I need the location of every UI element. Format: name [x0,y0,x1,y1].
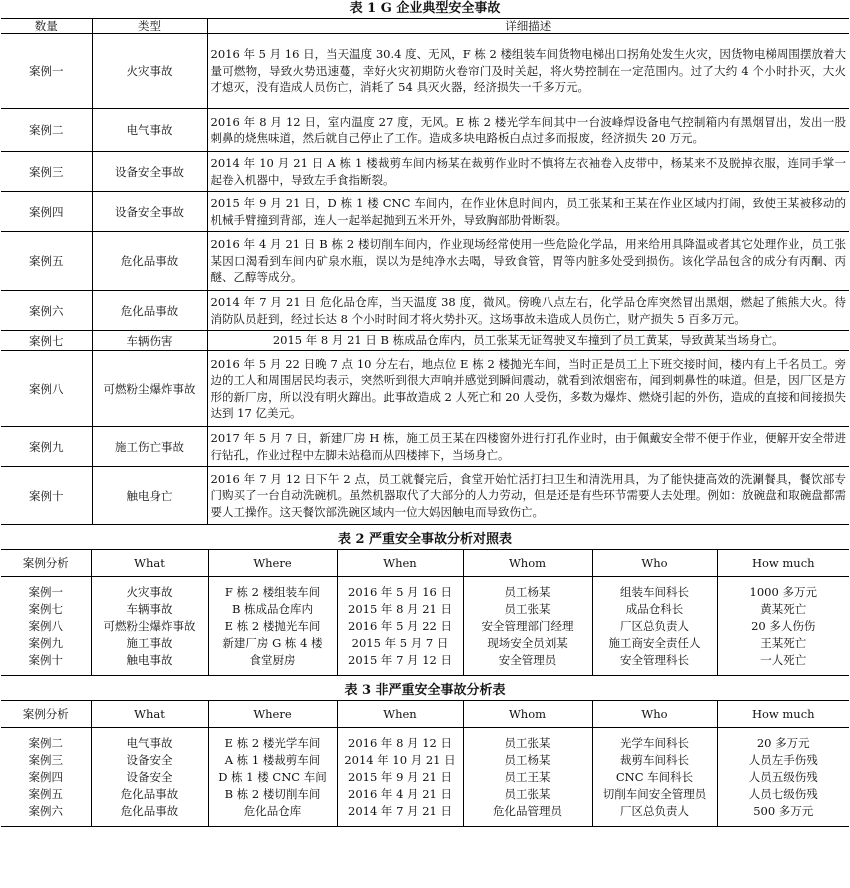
table-cell: A 栋 1 楼裁剪车间 [208,752,337,769]
column-header: 案例分析 [1,550,91,577]
table-cell: 1000 多万元 [749,585,817,599]
table-cell: B 栋成品仓库内 [208,601,337,618]
table-cell: 案例五 [1,786,91,803]
column-header: How much [717,550,849,577]
table-cell: 电气事故 [91,728,208,753]
table-cell: 安全管理部门经理 [463,618,592,635]
table-cell: 案例一 [1,577,91,602]
case-cell: 案例七 [1,331,92,351]
table-row [1,109,849,152]
table-cell: 成品仓科长 [592,601,717,618]
table-cell: 切削车间安全管理员 [592,786,717,803]
table2-header-row [1,550,849,577]
table-cell: 组装车间科长 [592,577,717,602]
type-cell: 危化品事故 [92,232,207,291]
table-cell: 设备安全 [91,769,208,786]
table-row [1,728,849,753]
table-cell: 案例六 [1,803,91,827]
case-cell: 案例九 [1,427,92,467]
column-header: Whom [463,550,592,577]
table-cell: 2015 年 9 月 21 日 [337,769,463,786]
table-cell: 2014 年 10 月 21 日 [337,752,463,769]
table-cell: 施工商安全责任人 [592,635,717,652]
column-header: 案例分析 [1,701,91,728]
description-cell: 2014 年 10 月 21 日 A 栋 1 楼裁剪车间内杨某在裁剪作业时不慎将左衣袖卷入皮带中，杨某来不及脱掉衣服，连同手掌一起卷入机器中，导致左手食指断裂。 [207,152,849,192]
table-row [1,467,849,525]
column-header: How much [717,701,849,728]
table-row [1,601,849,618]
case-cell: 案例十 [1,467,92,525]
column-header: Whom [463,701,592,728]
column-header: What [91,550,208,577]
table-cell: 20 多人伤伤 [751,619,816,633]
table-cell: 光学车间科长 [592,728,717,753]
table-row [1,786,849,803]
case-cell: 案例四 [1,192,92,232]
table-cell: 2015 年 7 月 12 日 [337,652,463,676]
table-row [1,192,849,232]
table-cell: 安全管理员 [463,652,592,676]
description-cell: 2014 年 7 月 21 日 危化品仓库，当天温度 38 度，微风。傍晚八点左右，化学品仓库突然冒出黑烟，燃起了熊熊大火。待消防队员赶到，经过长达 8 个小时时间才将火势扑灭。这场事故未造成人员伤亡，财产损失 5 百多万元。 [207,291,849,331]
table-cell: 一人死亡 [760,653,807,667]
table2 [1,549,849,676]
table-cell: 厂区总负责人 [592,618,717,635]
description-cell: 2017 年 5 月 7 日，新建厂房 H 栋，施工员王某在四楼窗外进行打孔作业时，由于佩戴安全带不便于作业，便解开安全带进行钻孔，作业过程中左脚未站稳而从四楼摔下，当场身亡。 [207,427,849,467]
table1-header-row [1,19,849,34]
column-header: Where [208,701,337,728]
table-cell: 可燃粉尘爆炸事故 [91,618,208,635]
table-cell: 人员七级伤残 [748,787,818,801]
table-cell: 2016 年 5 月 22 日 [337,618,463,635]
description-cell: 2016 年 5 月 22 日晚 7 点 10 分左右，地点位 E 栋 2 楼抛光车间，当时正是员工上下班交接时间，楼内有上千名员工。旁边的工人和周围居民均表示，突然听到很大声响并感觉到瞬间震动，就看到浓烟密布，闻到刺鼻性的味道。但是，因厂区是方形的新厂房，所以没有明火蹿出。此事故造成 2 人死亡和 20 人受伤，多数为爆炸、燃烧引起的外伤，造成的直接和间接损失达到 17 亿美元。 [207,351,849,427]
table-cell: 2015 年 8 月 21 日 [337,601,463,618]
table-cell: 案例三 [1,752,91,769]
type-cell: 设备安全事故 [92,152,207,192]
table-cell: 安全管理科长 [592,652,717,676]
table-cell: 危化品仓库 [208,803,337,827]
description-cell: 2015 年 8 月 21 日 B 栋成品仓库内，员工张某无证驾驶叉车撞到了员工黄某，导致黄某当场身亡。 [207,331,849,351]
case-cell: 案例六 [1,291,92,331]
table-cell: 危化品事故 [91,786,208,803]
table-cell: 员工张某 [463,728,592,753]
table3-header-row [1,701,849,728]
table-cell: 员工杨某 [463,577,592,602]
table-cell: 2016 年 5 月 16 日 [337,577,463,602]
column-header: 数量 [1,19,92,34]
column-header: 详细描述 [207,19,849,34]
table-cell: 厂区总负责人 [592,803,717,827]
table-row [1,752,849,769]
type-cell: 设备安全事故 [92,192,207,232]
table-cell: 2014 年 7 月 21 日 [337,803,463,827]
column-header: What [91,701,208,728]
table-cell: 王某死亡 [760,636,807,650]
description-cell: 2015 年 9 月 21 日，D 栋 1 楼 CNC 车间内，在作业休息时间内，员工张某和王某在作业区域内打闹，致使王某被移动的机械手臂撞到背部，连人一起举起抛到五米开外，导致胸部肋骨断裂。 [207,192,849,232]
table-row [1,427,849,467]
table-cell: E 栋 2 楼抛光车间 [208,618,337,635]
table-cell: D 栋 1 楼 CNC 车间 [208,769,337,786]
table-cell: 设备安全 [91,752,208,769]
table-cell: 2015 年 5 月 7 日 [337,635,463,652]
column-header: 类型 [92,19,207,34]
table3 [1,700,849,827]
description-cell: 2016 年 8 月 12 日，室内温度 27 度，无风。E 栋 2 楼光学车间其中一台波峰焊设备电气控制箱内有黑烟冒出，发出一股刺鼻的烧焦味道，然后就自己停止了工作。造成多块电路板白点过多而报废，经济损失 20 万元。 [207,109,849,152]
case-cell: 案例八 [1,351,92,427]
table-cell: 员工王某 [463,769,592,786]
case-cell: 案例三 [1,152,92,192]
table-cell: 施工事故 [91,635,208,652]
table-cell: 员工张某 [463,601,592,618]
table-cell: 车辆事故 [91,601,208,618]
table-row [1,577,849,602]
column-header: When [337,550,463,577]
table-cell: 黄某死亡 [760,602,807,616]
table3-caption: 表 3 非严重安全事故分析表 [344,683,506,698]
table-row [1,291,849,331]
table-cell: 案例九 [1,635,91,652]
type-cell: 触电身亡 [92,467,207,525]
table-cell: 500 多万元 [753,804,814,818]
table-cell: 20 多万元 [756,736,810,750]
table-cell: 案例二 [1,728,91,753]
table2-body [1,577,849,676]
type-cell: 危化品事故 [92,291,207,331]
table-cell: 案例八 [1,618,91,635]
type-cell: 施工伤亡事故 [92,427,207,467]
table-cell: 人员左手伤残 [748,753,818,767]
case-cell: 案例一 [1,34,92,109]
type-cell: 可燃粉尘爆炸事故 [92,351,207,427]
table-cell: 员工杨某 [463,752,592,769]
table-row [1,351,849,427]
type-cell: 车辆伤害 [92,331,207,351]
table-row [1,652,849,676]
table-cell: F 栋 2 楼组装车间 [208,577,337,602]
type-cell: 电气事故 [92,109,207,152]
table-cell: 2016 年 4 月 21 日 [337,786,463,803]
table3-body [1,728,849,827]
table-row [1,331,849,351]
table1 [1,18,849,525]
column-header: When [337,701,463,728]
table-cell: 案例十 [1,652,91,676]
table1-caption: 表 1 G 企业典型安全事故 [349,1,501,16]
table-cell: 案例四 [1,769,91,786]
table-row [1,635,849,652]
case-cell: 案例二 [1,109,92,152]
column-header: Where [208,550,337,577]
table-cell: 2016 年 8 月 12 日 [337,728,463,753]
table-row [1,618,849,635]
column-header: Who [592,701,717,728]
table-row [1,152,849,192]
table-cell: 触电事故 [91,652,208,676]
table-cell: 裁剪车间科长 [592,752,717,769]
table-cell: 新建厂房 G 栋 4 楼 [208,635,337,652]
table-cell: 食堂厨房 [208,652,337,676]
table-cell: E 栋 2 楼光学车间 [208,728,337,753]
table-cell: 现场安全员刘某 [463,635,592,652]
table-cell: 危化品管理员 [463,803,592,827]
description-cell: 2016 年 5 月 16 日，当天温度 30.4 度、无风，F 栋 2 楼组装车间货物电梯出口拐角处发生火灾，因货物电梯周围摆放着大量可燃物，导致火势迅速蔓，幸好火灾初期防火卷帘门及时关起，将火势控制在一定范围内。过了大约 4 个小时扑灭，大火才熄灭，没有造成人员伤亡，消耗了 54 具灭火器，经济损失一千多万元。 [207,34,849,109]
table-cell: 员工张某 [463,786,592,803]
table2-caption: 表 2 严重安全事故分析对照表 [337,532,513,547]
table-row [1,803,849,827]
table-cell: CNC 车间科长 [592,769,717,786]
description-cell: 2016 年 7 月 12 日下午 2 点，员工就餐完后，食堂开始忙活打扫卫生和清洗用具，为了能快捷高效的洗涮餐具，餐饮部专门购买了一台自动洗碗机。虽然机器取代了大部分的人力劳动，但是还是有些环节需要人去处理。例如：放碗盘和取碗盘都需要人工操作。这天餐饮部洗碗区域内一位大妈因触电而导致伤亡。 [210,471,846,519]
type-cell: 火灾事故 [92,34,207,109]
table-row [1,34,849,109]
table-row [1,769,849,786]
table-cell: 火灾事故 [91,577,208,602]
description-cell: 2016 年 4 月 21 日 B 栋 2 楼切削车间内，作业现场经常使用一些危险化学品，用来给用具降温或者其它处理作业，员工张某因口渴看到车间内矿泉水瓶，误以为是纯净水去喝，导致食管，胃等内脏多处受到损伤。该化学品包含的成分有丙酮、丙醚、乙醇等成分。 [207,232,849,291]
case-cell: 案例五 [1,232,92,291]
column-header: Who [592,550,717,577]
table-cell: 人员五级伤残 [748,770,818,784]
table-cell: 案例七 [1,601,91,618]
table-cell: 危化品事故 [91,803,208,827]
table-cell: B 栋 2 楼切削车间 [208,786,337,803]
table-row [1,232,849,291]
